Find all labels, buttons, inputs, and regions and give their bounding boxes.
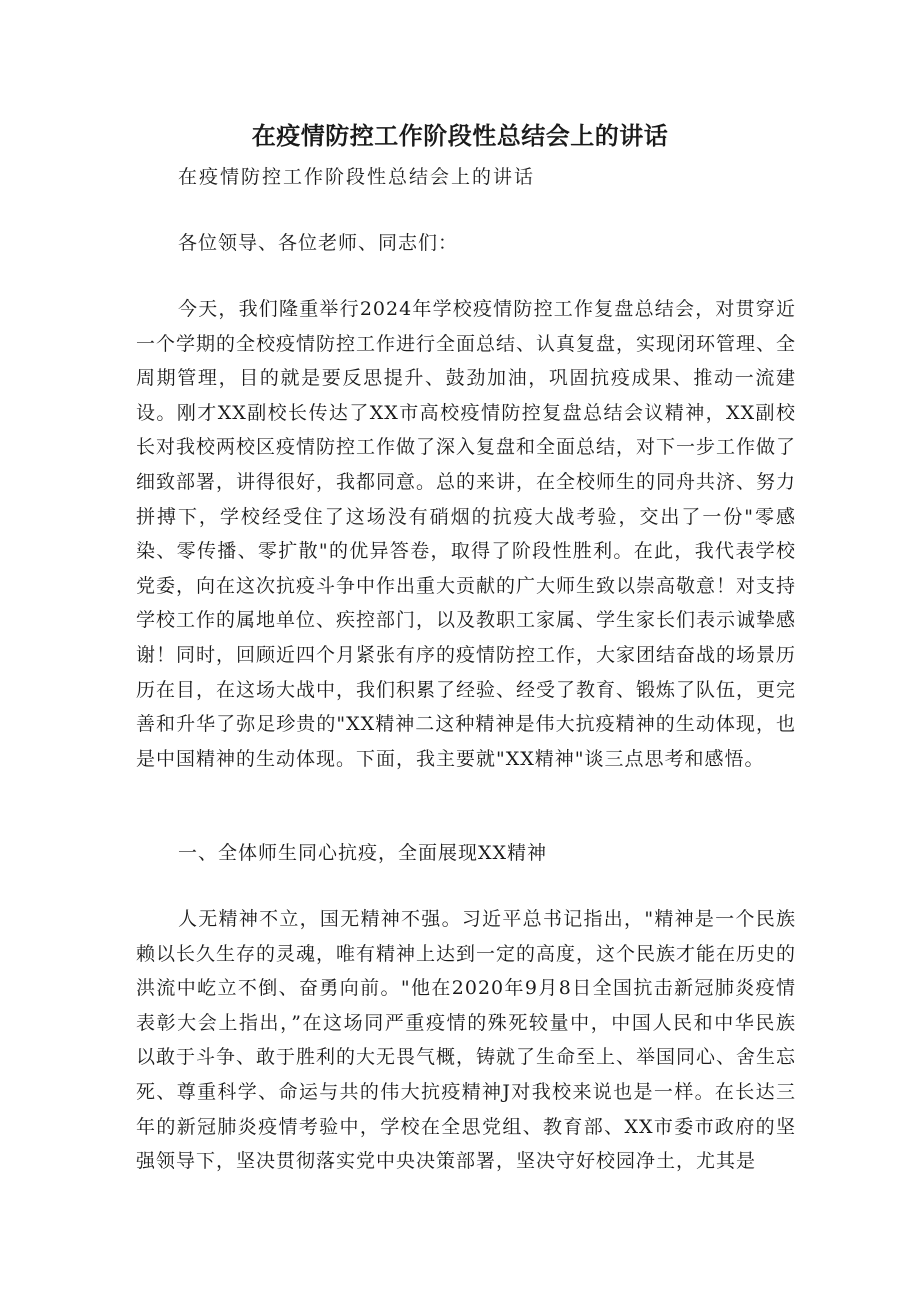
greeting-line: 各位领导、各位老师、同志们： — [178, 232, 459, 254]
paragraph-2: 人无精神不立，国无精神不强。习近平总书记指出，"精神是一个民族赖以长久生存的灵魂，唯有精神上达到一定的高度，这个民族才能在历史的洪流中屹立不倒、奋勇向前。"他在2020年9月8日全国抗击新冠肺炎疫情表彰大会上指出，”在这场同严重疫情的殊死较量中，中国人民和中华民族以敢于斗争、敢于胜利的大无畏气概，铸就了生命至上、举国同心、舍生忘死、尊重科学、命运与共的伟大抗疫精神J对我校来说也是一样。在长达三年的新冠肺炎疫情考验中，学校在全思党组、教育部、XX市委市政府的坚强领导下，坚决贯彻落实党中央决策部署，坚决守好校园净土，尤其是 — [136, 908, 797, 1173]
paragraph-1: 今天，我们隆重举行2024年学校疫情防控工作复盘总结会，对贯穿近一个学期的全校疫情防控工作进行全面总结、认真复盘，实现闭环管理、全周期管理，目的就是要反思提升、鼓劲加油，巩固抗疫成果、推动一流建设。刚才XX副校长传达了XX市高校疫情防控复盘总结会议精神，XX副校长对我校两校区疫情防控工作做了深入复盘和全面总结，对下一步工作做了细致部署，讲得很好，我都同意。总的来讲，在全校师生的同舟共济、努力拼搏下，学校经受住了这场没有硝烟的抗疫大战考验，交出了一份"零感染、零传播、零扩散"的优异答卷，取得了阶段性胜利。在此，我代表学校党委，向在这次抗疫斗争中作出重大贡献的广大师生致以崇高敬意！对支持学校工作的属地单位、疾控部门，以及教职工家属、学生家长们表示诚挚感谢！同时，回顾近四个月紧张有序的疫情防控工作，大家团结奋战的场景历历在目，在这场大战中，我们积累了经验、经受了教育、锻炼了队伍，更完善和升华了弥足珍贵的"XX精神二这种精神是伟大抗疫精神的生动体现，也是中国精神的生动体现。下面，我主要就"XX精神"谈三点思考和感悟。 — [136, 298, 797, 770]
document-title: 在疫情防控工作阶段性总结会上的讲话 — [251, 122, 669, 150]
document-subtitle: 在疫情防控工作阶段性总结会上的讲话 — [178, 166, 536, 188]
section-heading-1: 一、全体师生同心抗疫，全面展现XX精神 — [178, 842, 548, 864]
